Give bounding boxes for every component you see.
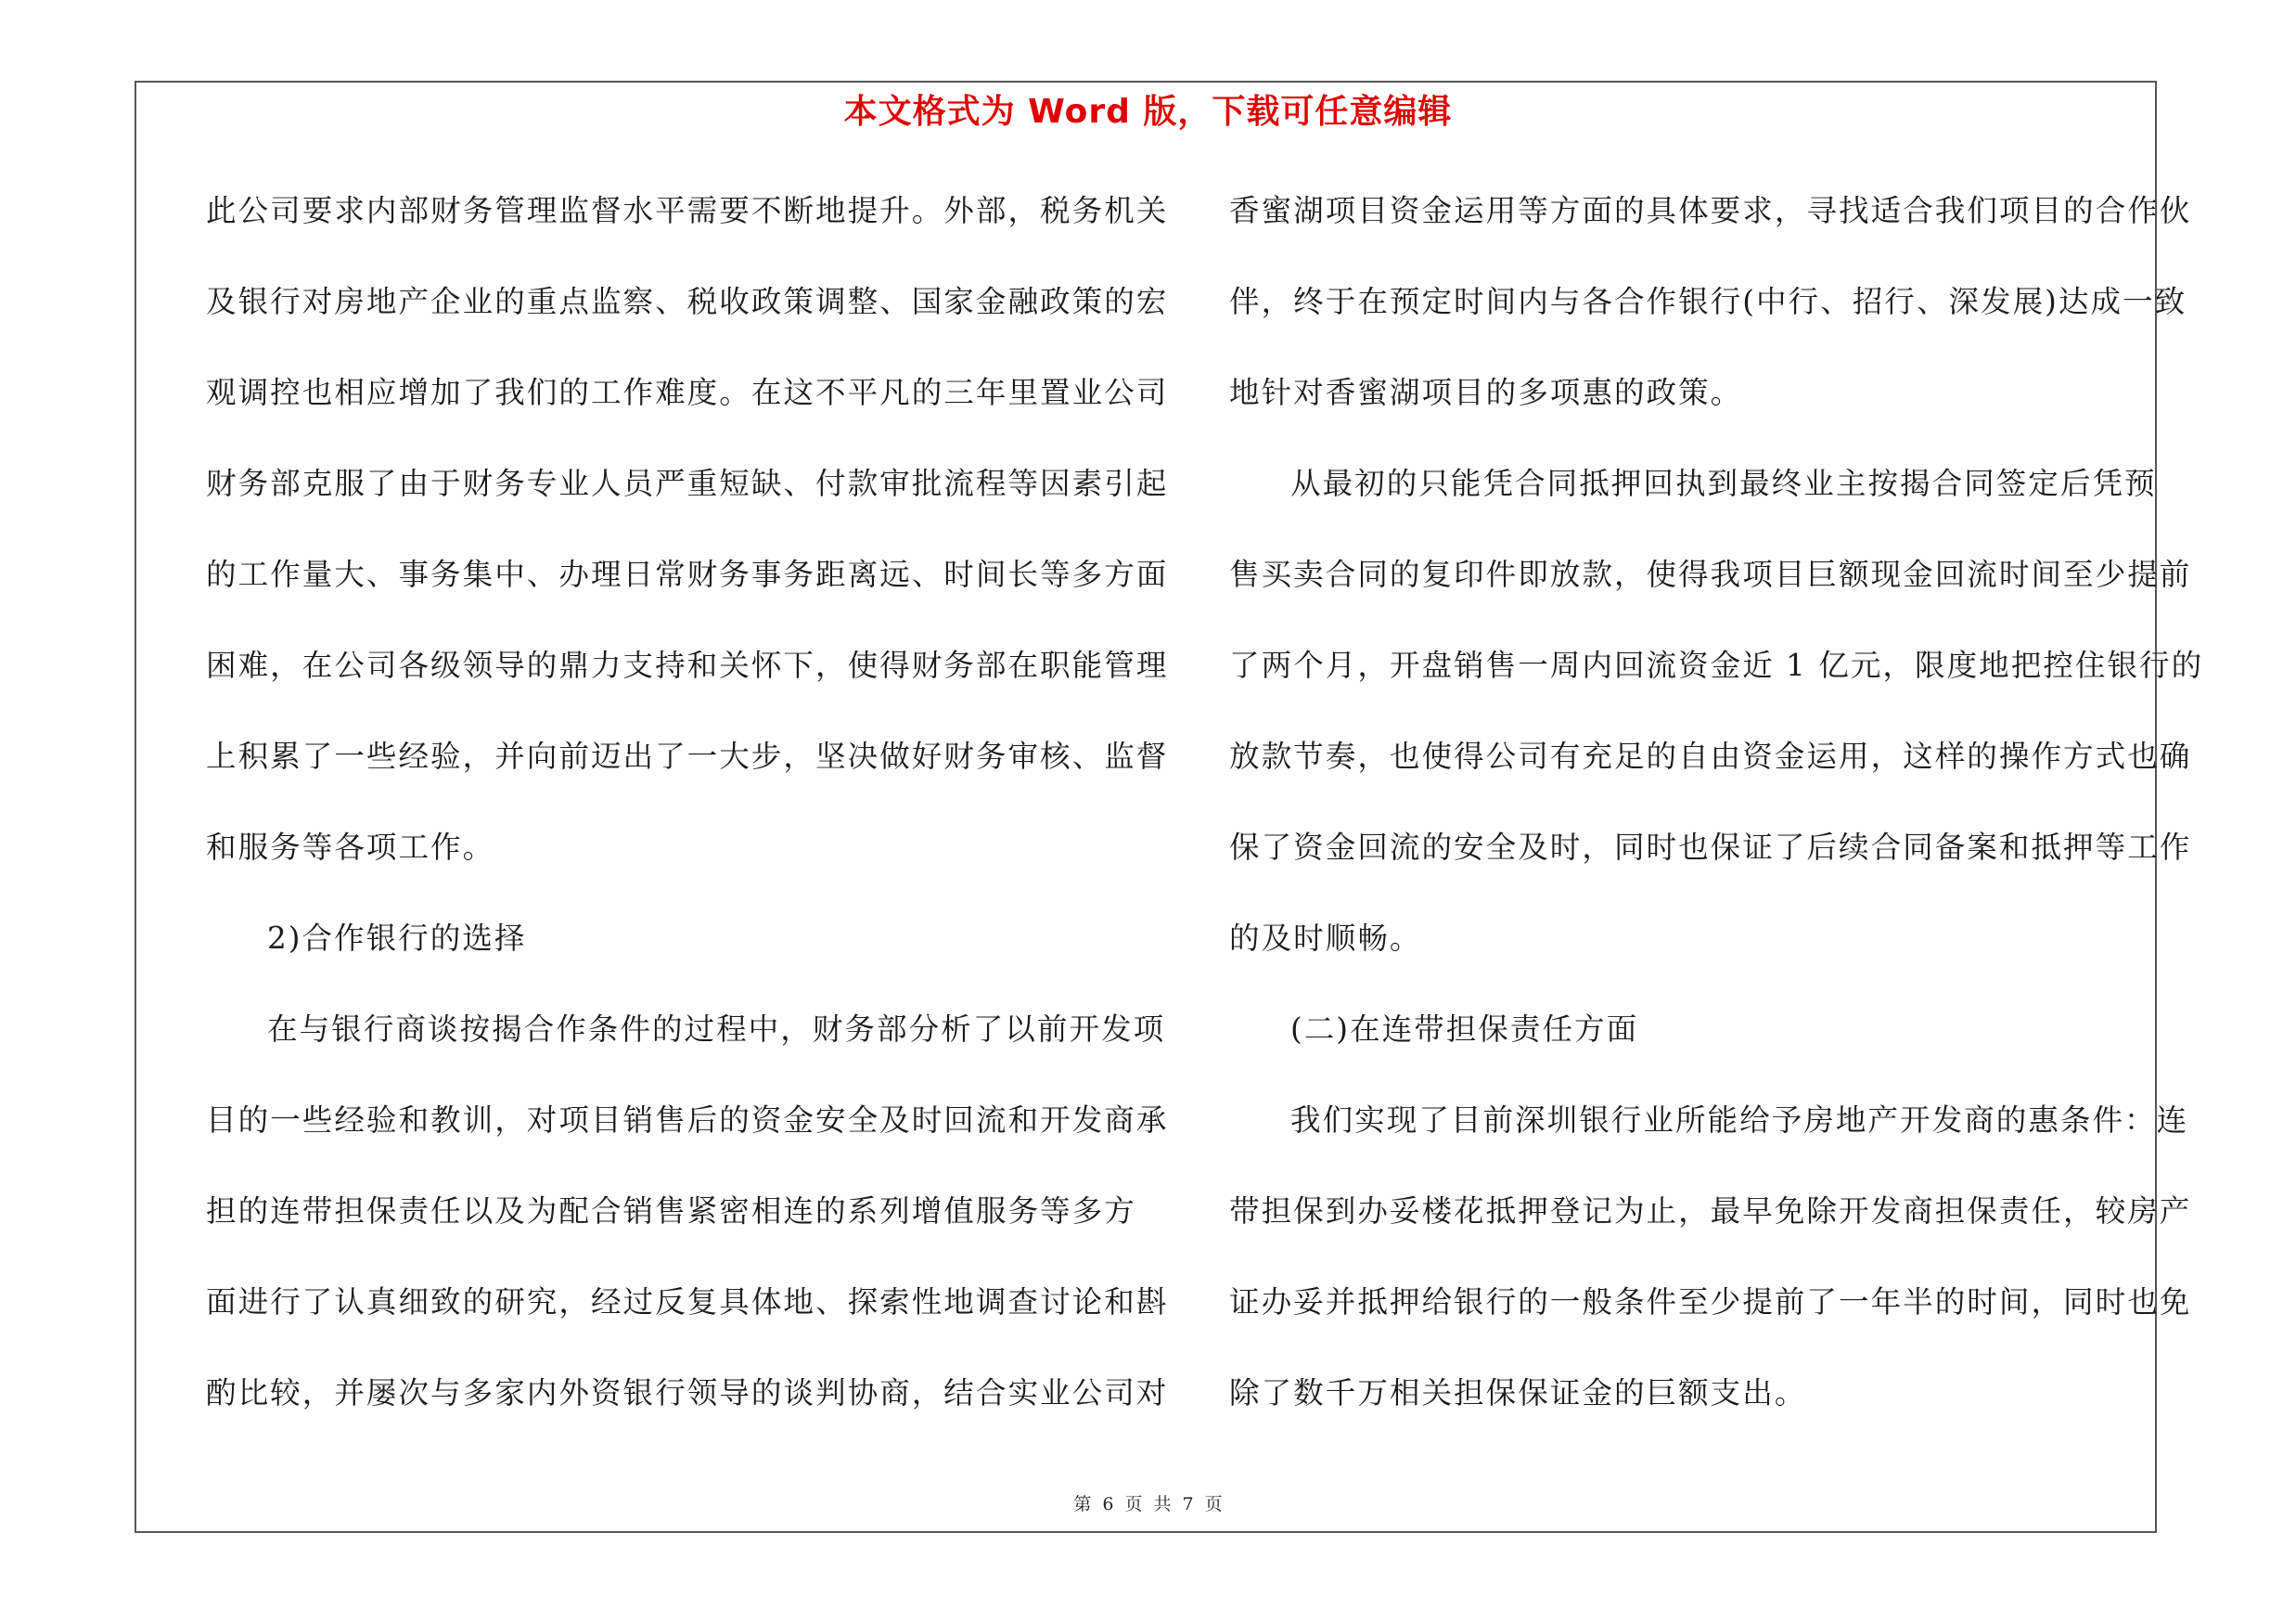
right-text-column xyxy=(1229,183,2204,1456)
footer-suffix: 页 xyxy=(1204,1494,1223,1514)
text-line: 2)合作银行的选择 xyxy=(267,921,527,956)
text-line: 担的连带担保责任以及为配合销售紧密相连的系列增值服务等多方 xyxy=(206,1193,1136,1229)
text-line: 和服务等各项工作。 xyxy=(206,830,495,865)
text-line: 从最初的只能凭合同抵押回执到最终业主按揭合同签定后凭预 xyxy=(1290,466,2157,501)
text-line: 我们实现了目前深圳银行业所能给予房地产开发商的惠条件：连 xyxy=(1290,1102,2189,1138)
text-line: 香蜜湖项目资金运用等方面的具体要求，寻找适合我们项目的合作伙 xyxy=(1229,193,2192,228)
text-line: (二)在连带担保责任方面 xyxy=(1290,1011,1639,1047)
text-line: 此公司要求内部财务管理监督水平需要不断地提升。外部，税务机关 xyxy=(206,193,1169,228)
text-line: 证办妥并抵押给银行的一般条件至少提前了一年半的时间，同时也免 xyxy=(1229,1284,2192,1320)
text-line: 除了数千万相关担保保证金的巨额支出。 xyxy=(1229,1375,1807,1410)
text-line: 放款节奏，也使得公司有充足的自由资金运用，这样的操作方式也确 xyxy=(1229,739,2192,774)
footer-page-word: 页 xyxy=(1124,1494,1143,1514)
text-line: 伴，终于在预定时间内与各合作银行(中行、招行、深发展)达成一致 xyxy=(1229,284,2187,319)
text-line: 面进行了认真细致的研究，经过反复具体地、探索性地调查讨论和斟 xyxy=(206,1284,1169,1320)
text-line: 的及时顺畅。 xyxy=(1229,921,1422,956)
text-line: 售买卖合同的复印件即放款，使得我项目巨额现金回流时间至少提前 xyxy=(1229,557,2192,592)
text-line: 观调控也相应增加了我们的工作难度。在这不平凡的三年里置业公司 xyxy=(206,375,1169,410)
footer-total-pages: 7 xyxy=(1182,1494,1194,1514)
text-line: 目的一些经验和教训，对项目销售后的资金安全及时回流和开发商承 xyxy=(206,1102,1169,1138)
text-line: 及银行对房地产企业的重点监察、税收政策调整、国家金融政策的宏 xyxy=(206,284,1169,319)
text-line: 保了资金回流的安全及时，同时也保证了后续合同备案和抵押等工作 xyxy=(1229,830,2192,865)
format-notice-banner: 本文格式为 Word 版，下载可任意编辑 xyxy=(843,93,1453,131)
text-line: 困难，在公司各级领导的鼎力支持和关怀下，使得财务部在职能管理 xyxy=(206,648,1169,683)
text-line: 的工作量大、事务集中、办理日常财务事务距离远、时间长等多方面 xyxy=(206,557,1169,592)
footer-total-prefix: 共 xyxy=(1153,1494,1172,1514)
text-line: 地针对香蜜湖项目的多项惠的政策。 xyxy=(1229,375,1743,410)
footer-current-page: 6 xyxy=(1102,1494,1114,1514)
text-line: 在与银行商谈按揭合作条件的过程中，财务部分析了以前开发项 xyxy=(267,1011,1166,1047)
text-line: 酌比较，并屡次与多家内外资银行领导的谈判协商，结合实业公司对 xyxy=(206,1375,1169,1410)
page-number-footer xyxy=(0,1490,2296,1515)
text-line: 了两个月，开盘销售一周内回流资金近 1 亿元，限度地把控住银行的 xyxy=(1229,648,2204,683)
text-line: 上积累了一些经验，并向前迈出了一大步，坚决做好财务审核、监督 xyxy=(206,739,1169,774)
footer-prefix: 第 xyxy=(1073,1494,1092,1514)
left-text-column xyxy=(206,183,1169,1456)
text-line: 带担保到办妥楼花抵押登记为止，最早免除开发商担保责任，较房产 xyxy=(1229,1193,2192,1229)
text-line: 财务部克服了由于财务专业人员严重短缺、付款审批流程等因素引起 xyxy=(206,466,1169,501)
